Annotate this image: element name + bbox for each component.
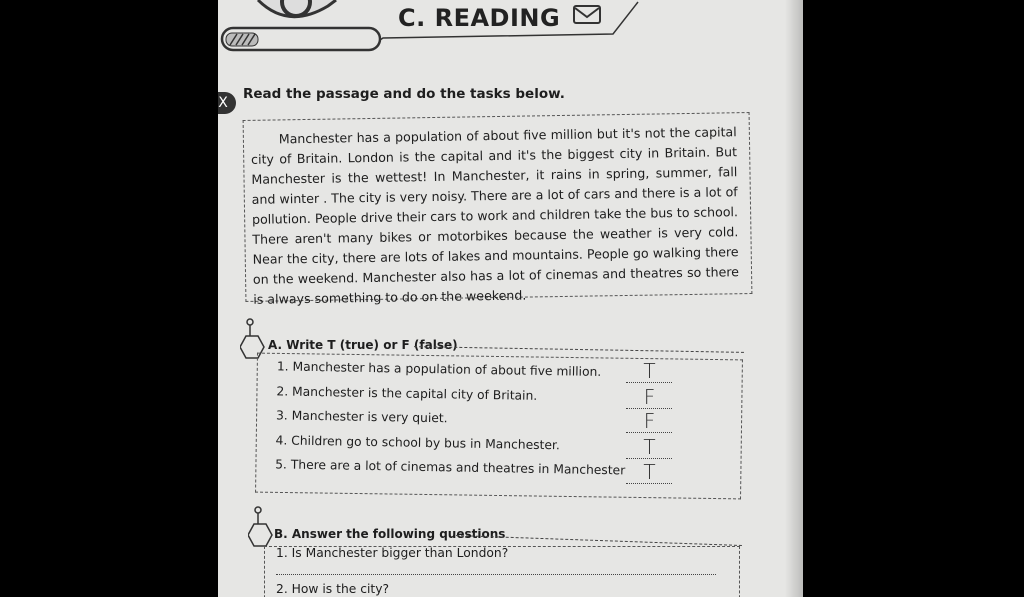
item-statement: Manchester has a population of about five million. [292,359,602,380]
item-statement: Manchester is the capital city of Britain. [291,384,538,403]
envelope-icon [572,4,602,26]
question-number: 1. [276,546,288,560]
item-number: 2. [276,383,289,399]
handwritten-answer-3[interactable]: F [626,410,672,433]
part-b-hexagon-icon [248,506,274,548]
item-number: 4. [275,432,288,448]
exercise-number-badge: X [218,92,236,114]
item-number: 1. [276,359,289,374]
question-text: How is the city? [291,582,390,596]
item-number: 3. [275,408,288,423]
handwritten-answer-2[interactable]: F [626,386,672,409]
section-title: C. READING [398,4,561,32]
handwritten-answer-1[interactable]: T [626,360,672,383]
item-statement: Children go to school by bus in Manchester. [291,433,560,452]
question-number: 2. [276,582,288,596]
reading-passage: Manchester has a population of about five million but it's not the capital city of Britain. London is the capital and it's the biggest city in Britain. But Manchester is the wettest! In Manchester, it rains in spring, summer, fall and winter . The city is very noisy. There are a lot of cars and there is a lot of pollution. People drive their cars to work and children take the bus to school. There aren't many bikes or motorbikes because the weather is very cold. Near the city, there are lots of lakes and mountains. People go walking there on the weekend. Manchester also has a lot of cinemas and theatres so there is always something to do on the weekend. [250,124,740,307]
part-a-title: A. Write T (true) or F (false) [268,338,458,352]
worksheet-page [218,0,803,597]
question-item [276,582,389,596]
item-number: 5. [275,457,288,472]
answer-line-1[interactable] [276,574,716,575]
item-statement: There are a lot of cinemas and theatres in Manchester [290,457,626,478]
page-edge-shadow [785,0,803,597]
handwritten-answer-4[interactable]: T [626,436,672,459]
part-b-title: B. Answer the following questions [274,527,506,541]
part-a-title-rule [414,346,744,353]
question-text: Is Manchester bigger than London? [291,546,509,560]
handwritten-answer-5[interactable]: T [626,461,672,484]
question-item [276,546,508,560]
exercise-instruction: Read the passage and do the tasks below. [243,86,565,102]
item-statement: Manchester is very quiet. [291,408,448,426]
